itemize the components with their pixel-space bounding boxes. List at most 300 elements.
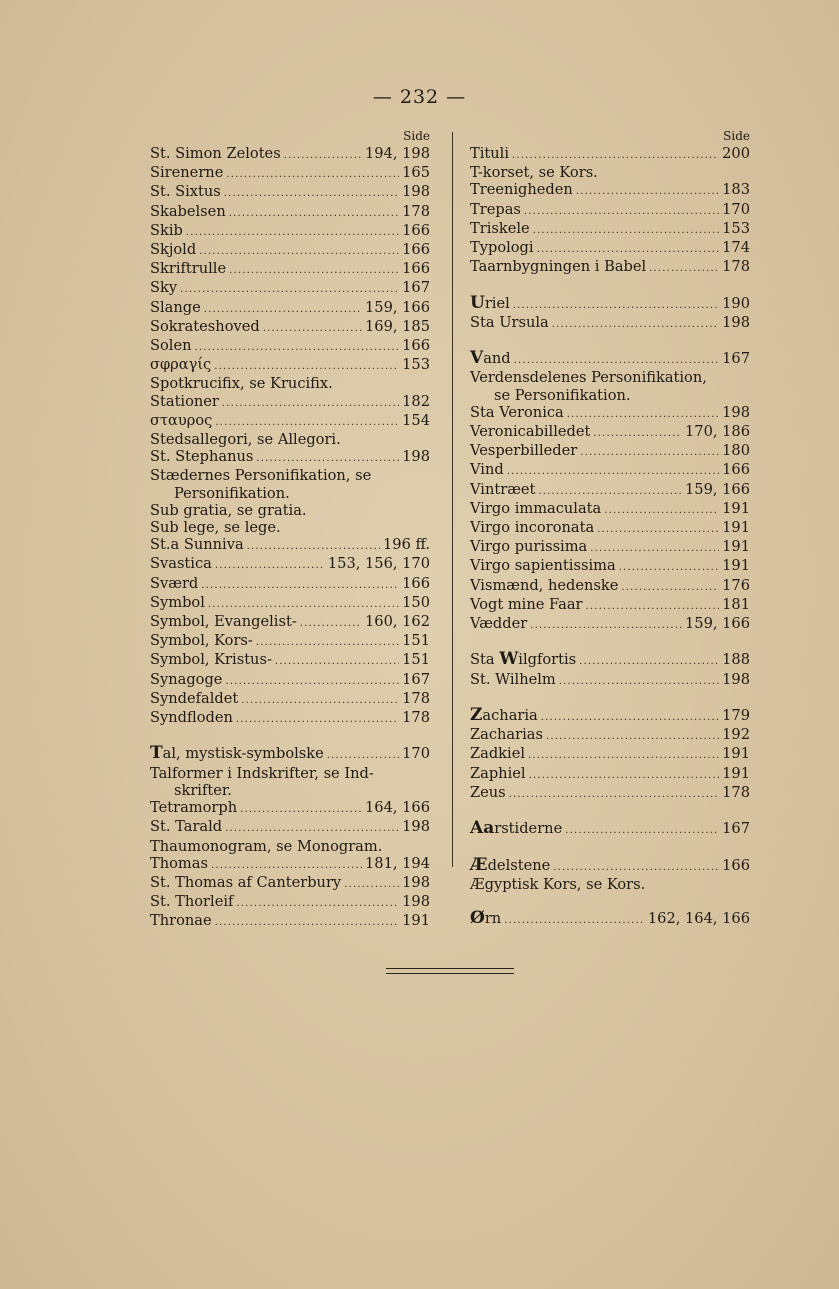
entry-pages: 153 <box>722 219 750 237</box>
index-entry <box>150 690 430 709</box>
entry-pages: 191 <box>722 764 750 782</box>
entry-term <box>150 555 212 572</box>
entry-term <box>150 375 333 392</box>
entry-term-text: Sokrateshoved <box>150 317 260 335</box>
index-entry <box>470 577 750 596</box>
dot-leader <box>201 577 399 594</box>
dot-leader <box>621 579 719 596</box>
dot-leader <box>256 450 399 467</box>
dot-leader <box>224 185 399 202</box>
side-header-right: Side <box>723 129 750 143</box>
index-entry <box>470 651 750 670</box>
entry-term <box>470 423 590 440</box>
entry-pages: 170 <box>402 745 430 763</box>
index-entry <box>470 423 750 442</box>
entry-term <box>470 181 573 198</box>
index-entry <box>150 448 430 467</box>
entry-pages: 176 <box>722 576 750 594</box>
entry-term-text: Syndefaldet <box>150 689 239 707</box>
entry-pages: 151 <box>402 632 430 650</box>
entry-term <box>150 536 244 553</box>
entry-term-text: Zaphiel <box>470 764 526 782</box>
dot-leader <box>327 747 399 764</box>
entry-pages: 167 <box>402 670 430 688</box>
dot-leader <box>180 281 399 298</box>
entry-gap <box>470 277 750 294</box>
dot-leader <box>649 260 719 277</box>
index-entry <box>470 369 750 386</box>
entry-initial: W <box>499 649 519 670</box>
index-entry <box>470 876 750 893</box>
entry-term <box>150 893 233 910</box>
index-entry <box>150 393 430 412</box>
index-entry <box>470 442 750 461</box>
entry-term <box>150 164 223 181</box>
entry-term-text: Synagoge <box>150 670 223 688</box>
entry-pages: 183 <box>722 181 750 199</box>
dot-leader <box>214 358 399 375</box>
entry-pages: 153 <box>402 356 430 374</box>
entry-initial: Z <box>470 705 483 726</box>
entry-pages: 178 <box>722 783 750 801</box>
index-entry <box>470 519 750 538</box>
index-entry <box>150 183 430 202</box>
entry-pages: 181 <box>722 595 750 613</box>
entry-pages: 166 <box>402 337 430 355</box>
index-entry <box>470 500 750 519</box>
dot-leader <box>344 876 399 893</box>
entry-term <box>150 818 222 835</box>
entry-term-text: Syndfloden <box>150 709 233 727</box>
entry-term <box>150 431 341 448</box>
entry-pages: 198 <box>402 893 430 911</box>
entry-pages: 160, 162 <box>365 613 430 631</box>
entry-continuation: se Personifikation. <box>494 386 631 404</box>
entry-term <box>150 467 371 484</box>
dot-leader <box>590 540 719 557</box>
page-number: — 232 — <box>372 86 467 108</box>
entry-term-text: St. Tarald <box>150 818 223 836</box>
entry-term-text: Stationer <box>150 392 219 410</box>
entry-pages: 194, 198 <box>365 145 430 162</box>
index-entry <box>150 818 430 837</box>
entry-term-text: St.a Sunniva <box>150 536 244 554</box>
entry-pages: 165 <box>402 164 430 182</box>
entry-pages: 154 <box>402 411 430 429</box>
entry-pages: 174 <box>722 239 750 257</box>
entry-term <box>150 632 253 649</box>
entry-term-text: Sta Ursula <box>470 313 549 331</box>
entry-term <box>470 615 527 632</box>
entry-term <box>470 651 576 668</box>
index-column-right <box>470 128 750 929</box>
index-entry <box>470 181 750 200</box>
entry-term-text: ilgfortis <box>518 651 577 669</box>
dot-leader <box>507 463 719 480</box>
entry-term-text: Taarnbygningen i Babel <box>470 258 647 276</box>
index-entry <box>150 575 430 594</box>
entry-term <box>470 201 521 218</box>
dot-leader <box>215 557 325 574</box>
index-entry <box>150 613 430 632</box>
dot-leader <box>284 147 362 164</box>
entry-term-text: Sværd <box>150 574 199 592</box>
entry-pages: 180 <box>722 442 750 460</box>
dot-leader <box>236 711 399 728</box>
entry-term-text: rstiderne <box>494 820 563 838</box>
entry-pages: 151 <box>402 651 430 669</box>
entry-pages: 191 <box>722 538 750 556</box>
entry-pages: 166 <box>402 221 430 239</box>
entry-pages: 190 <box>722 294 750 312</box>
index-entry <box>470 745 750 764</box>
dot-leader <box>199 243 399 260</box>
dot-leader <box>528 747 719 764</box>
entry-gap <box>470 690 750 707</box>
column-divider <box>452 132 453 867</box>
entry-term-text: Sky <box>150 279 178 297</box>
entry-pages: 159, 166 <box>685 615 750 633</box>
entry-pages: 170 <box>722 200 750 218</box>
entry-term <box>470 369 707 386</box>
entry-term <box>150 671 222 688</box>
entry-term <box>470 876 645 893</box>
entry-term-text: Slange <box>150 298 201 316</box>
entry-term-text: σταυρος <box>150 411 213 429</box>
entry-term <box>470 557 616 574</box>
entry-gap <box>470 893 750 910</box>
entry-term <box>470 404 564 421</box>
entry-term <box>470 239 534 256</box>
dot-leader <box>529 767 720 784</box>
dot-leader <box>225 820 399 837</box>
entry-term-text: rn <box>484 910 502 928</box>
entry-term-text: Skriftrulle <box>150 260 227 278</box>
entry-term-text: Zeus <box>470 783 506 801</box>
index-entry <box>470 557 750 576</box>
entry-term-text: Vogt mine Faar <box>470 595 583 613</box>
dot-leader <box>593 425 682 442</box>
dot-leader <box>579 653 719 670</box>
entry-pages: 181, 194 <box>365 854 430 872</box>
index-entry <box>150 337 430 356</box>
dot-leader <box>559 673 719 690</box>
entry-initial: T <box>150 743 163 764</box>
entry-pages: 179 <box>722 707 750 725</box>
entry-term-text: Trepas <box>470 200 521 218</box>
entry-term <box>470 745 525 762</box>
entry-term <box>150 203 226 220</box>
dot-leader <box>541 709 719 726</box>
entry-initial: Æ <box>470 854 488 875</box>
entry-term <box>150 709 233 726</box>
entry-term <box>470 292 510 313</box>
entry-pages: 198 <box>722 670 750 688</box>
entry-term-text: Thronae <box>150 912 212 930</box>
index-entry <box>150 651 430 670</box>
entry-term <box>470 854 551 875</box>
entry-term-text: Vesperbilleder <box>470 442 578 460</box>
entry-initial: V <box>470 348 484 369</box>
entry-term <box>150 279 177 296</box>
index-entry <box>150 203 430 222</box>
index-entry <box>150 375 430 392</box>
entry-term <box>150 145 281 162</box>
entry-term <box>150 318 260 335</box>
entry-term <box>150 299 201 316</box>
entry-term-text: Verdensdelenes Personifikation, <box>470 369 707 387</box>
index-entry <box>470 596 750 615</box>
entry-term-text: Sirenerne <box>150 164 224 182</box>
index-entry <box>470 615 750 634</box>
entry-term <box>150 613 297 630</box>
index-entry <box>150 632 430 651</box>
entry-term-text: St. Thorleif <box>150 893 234 911</box>
entry-pages: 178 <box>402 202 430 220</box>
entry-term <box>470 577 618 594</box>
entry-term <box>150 765 374 782</box>
index-entry <box>150 222 430 241</box>
dot-leader <box>222 395 399 412</box>
entry-pages: 167 <box>722 820 750 838</box>
entry-gap <box>150 728 430 745</box>
dot-leader <box>576 183 719 200</box>
dot-leader <box>256 634 399 651</box>
entry-term-text: acharia <box>482 707 538 725</box>
entry-term-text: Stædernes Personifikation, se <box>150 467 372 485</box>
entry-term-text: T-korset, se Kors. <box>470 164 598 182</box>
entry-term-text: Svastica <box>150 555 212 573</box>
entry-term <box>470 481 535 498</box>
dot-leader <box>604 502 719 519</box>
entry-term-text: Vismænd, hedenske <box>470 576 619 594</box>
entry-term <box>150 337 192 354</box>
entry-term-text: Stedsallegori, se Allegori. <box>150 431 341 449</box>
entry-continuation: Personifikation. <box>174 484 290 502</box>
entry-term-text: Symbol, Kristus- <box>150 651 272 669</box>
entry-term-text: Typologi <box>470 239 534 257</box>
entry-term-text: Virgo incoronata <box>470 519 595 537</box>
entry-term <box>150 745 324 762</box>
index-entry <box>470 481 750 500</box>
entry-term <box>470 145 509 162</box>
index-entry <box>150 709 430 728</box>
dot-leader <box>567 406 719 423</box>
entry-term-text: St. Stephanus <box>150 448 254 466</box>
index-entry <box>470 314 750 333</box>
dot-leader <box>247 538 380 555</box>
entry-term-text: Triskele <box>470 219 530 237</box>
index-entry <box>150 164 430 183</box>
entry-pages: 182 <box>402 392 430 410</box>
entry-term-text: Symbol <box>150 593 205 611</box>
entry-term <box>470 910 501 927</box>
entry-term-text: delstene <box>487 856 551 874</box>
entry-term-text: Tituli <box>470 145 509 162</box>
entry-term-text: Sta Veronica <box>470 403 564 421</box>
entry-gap <box>470 803 750 820</box>
entry-term <box>470 596 583 613</box>
index-entry <box>470 854 750 876</box>
entry-term <box>150 448 253 465</box>
entry-pages: 159, 166 <box>685 480 750 498</box>
entry-pages: 200 <box>722 145 750 162</box>
dot-leader <box>513 297 719 314</box>
index-column-left <box>150 128 430 932</box>
entry-term <box>470 314 549 331</box>
index-entry <box>470 707 750 726</box>
dot-leader <box>512 147 719 164</box>
entry-term <box>470 538 587 555</box>
index-entry <box>470 220 750 239</box>
dot-leader <box>186 224 399 241</box>
entry-pages: 191 <box>402 912 430 930</box>
index-entry <box>150 241 430 260</box>
dot-leader <box>225 673 399 690</box>
entry-term <box>470 164 598 181</box>
index-entry <box>470 910 750 929</box>
entry-initial: Ø <box>470 908 485 929</box>
dot-leader <box>597 521 719 538</box>
entry-term <box>150 690 238 707</box>
entry-term <box>150 222 183 239</box>
entry-list-right <box>470 145 750 929</box>
entry-pages: 191 <box>722 745 750 763</box>
index-entry <box>150 299 430 318</box>
entry-term <box>470 500 601 517</box>
index-entry <box>150 145 430 164</box>
dot-leader <box>553 859 719 876</box>
dot-leader <box>211 857 362 874</box>
entry-gap <box>470 839 750 856</box>
index-entry <box>150 279 430 298</box>
index-entry <box>150 431 430 448</box>
entry-term-text: Virgo purissima <box>470 538 588 556</box>
entry-term <box>150 519 281 536</box>
side-header-left: Side <box>403 129 430 143</box>
entry-pages: 166 <box>722 856 750 874</box>
dot-leader <box>504 912 645 929</box>
entry-term-text: Zacharias <box>470 726 543 744</box>
entry-pages: 198 <box>722 403 750 421</box>
entry-pages: 198 <box>402 448 430 466</box>
entry-term-text: St. Thomas af Canterbury <box>150 873 342 891</box>
dot-leader <box>538 483 682 500</box>
entry-term <box>150 838 382 855</box>
index-entry <box>470 258 750 277</box>
entry-pages: 191 <box>722 499 750 517</box>
dot-leader <box>275 653 399 670</box>
entry-term <box>150 855 208 872</box>
dot-leader <box>586 598 720 615</box>
entry-pages: 196 ff. <box>383 536 430 554</box>
index-entry <box>150 555 430 574</box>
entry-term <box>470 461 504 478</box>
entry-term <box>470 258 646 275</box>
index-entry <box>470 164 750 181</box>
index-entry <box>470 292 750 314</box>
entry-pages: 166 <box>402 241 430 259</box>
entry-pages: 198 <box>402 183 430 201</box>
entry-term-text: Thomas <box>150 854 208 872</box>
dot-leader <box>580 444 719 461</box>
entry-term-text: Vind <box>470 461 504 479</box>
entry-pages: 166 <box>402 574 430 592</box>
entry-pages: 191 <box>722 519 750 537</box>
dot-leader <box>619 559 719 576</box>
entry-term <box>470 726 543 743</box>
index-entry <box>470 671 750 690</box>
entry-term-prefix: Sta <box>470 651 500 669</box>
index-entry <box>150 260 430 279</box>
entry-pages: 188 <box>722 651 750 669</box>
index-entry <box>470 145 750 164</box>
entry-term-text: Spotkrucifix, se Krucifix. <box>150 375 333 393</box>
entry-pages: 162, 164, 166 <box>647 910 750 928</box>
entry-term-text: Symbol, Kors- <box>150 632 253 650</box>
index-entry <box>150 838 430 855</box>
entry-term-text: Symbol, Evangelist- <box>150 613 297 631</box>
entry-pages: 167 <box>722 350 750 368</box>
entry-pages: 166 <box>402 260 430 278</box>
entry-term <box>470 671 556 688</box>
entry-continuation: skrifter. <box>174 781 232 799</box>
index-entry <box>470 820 750 839</box>
entry-initial: Aa <box>470 818 495 839</box>
entry-term <box>470 707 538 724</box>
dot-leader <box>195 339 400 356</box>
entry-pages: 166 <box>722 461 750 479</box>
entry-pages: 164, 166 <box>365 799 430 817</box>
index-entry <box>150 356 430 375</box>
entry-term <box>150 412 212 429</box>
entry-pages: 198 <box>402 818 430 836</box>
index-entry <box>150 855 430 874</box>
entry-term-text: Solen <box>150 337 192 355</box>
index-entry <box>470 350 750 369</box>
entry-term-text: Virgo immaculata <box>470 499 602 517</box>
entry-term <box>150 183 221 200</box>
dot-leader <box>565 822 719 839</box>
dot-leader <box>215 414 399 431</box>
entry-gap <box>470 333 750 350</box>
entry-pages: 159, 166 <box>365 298 430 316</box>
dot-leader <box>236 895 399 912</box>
entry-term-text: riel <box>484 294 510 312</box>
index-entry <box>150 519 430 536</box>
entry-term <box>150 502 307 519</box>
entry-term <box>150 874 341 891</box>
entry-term-text: al, mystisk-symbolske <box>162 745 324 763</box>
entry-term <box>470 442 577 459</box>
entry-pages: 178 <box>402 689 430 707</box>
entry-term-text: St. Wilhelm <box>470 670 556 688</box>
entry-term-text: Skabelsen <box>150 202 226 220</box>
entry-term <box>470 765 526 782</box>
entry-term-text: St. Simon Zelotes <box>150 145 281 162</box>
dot-leader <box>546 728 719 745</box>
entry-term <box>470 519 594 536</box>
entry-pages: 198 <box>402 873 430 891</box>
entry-term <box>470 220 530 237</box>
dot-leader <box>215 914 400 931</box>
entry-term <box>470 820 562 837</box>
index-entry <box>470 239 750 258</box>
entry-term <box>150 260 226 277</box>
entry-term <box>150 651 272 668</box>
index-entry <box>470 765 750 784</box>
entry-term-text: Talformer i Indskrifter, se Ind- <box>150 764 374 782</box>
